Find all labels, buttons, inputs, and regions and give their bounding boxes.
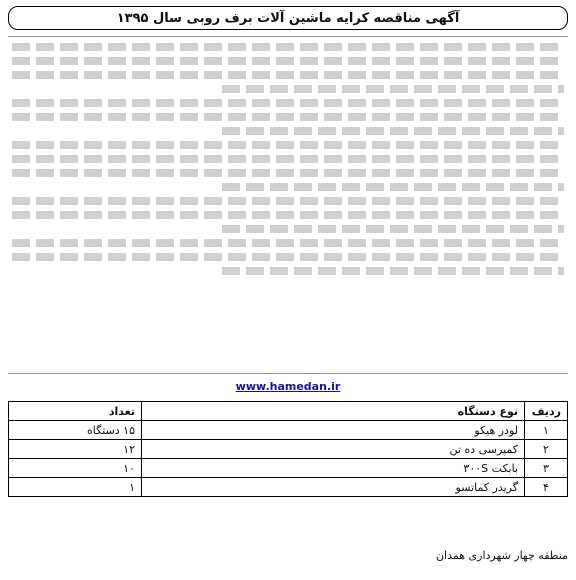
row-number: ۱ [525,421,568,440]
illegible-text-line [222,183,564,191]
tender-notice [8,6,568,566]
illegible-text-line [222,267,564,275]
illegible-text-line [12,155,564,163]
device-type: گریدر کماتسو [142,478,525,497]
illegible-text-line [12,239,564,247]
issuer-footer: منطقه چهار شهرداری همدان [435,549,568,562]
website-link[interactable]: www.hamedan.ir [235,380,341,393]
table-row [9,421,568,440]
illegible-text-line [12,71,564,79]
col-header-count: تعداد [9,402,142,421]
illegible-text-line [12,141,564,149]
notice-title: آگهی مناقصه کرایه ماشین آلات برف روبی سال ۱۳۹۵ [8,6,568,30]
row-number: ۳ [525,459,568,478]
device-type: بابکت ۳۰۰S [142,459,525,478]
illegible-text-line [12,113,564,121]
illegible-text-line [12,99,564,107]
table-row [9,440,568,459]
illegible-text-line [12,197,564,205]
device-count: ۱۵ دستگاه [9,421,142,440]
illegible-text-line [12,57,564,65]
table-row [9,478,568,497]
illegible-text-line [12,43,564,51]
row-number: ۴ [525,478,568,497]
illegible-text-line [12,211,564,219]
table-header-row [9,402,568,421]
device-count: ۱۲ [9,440,142,459]
device-type: کمپرسی ده تن [142,440,525,459]
notice-body-illegible [8,36,568,374]
device-count: ۱۰ [9,459,142,478]
illegible-text-line [222,85,564,93]
row-number: ۲ [525,440,568,459]
equipment-table [8,401,568,497]
website-row [8,380,568,393]
col-header-device-type: نوع دستگاه [142,402,525,421]
device-count: ۱ [9,478,142,497]
illegible-text-line [222,225,564,233]
illegible-text-line [12,253,564,261]
table-row [9,459,568,478]
illegible-text-line [222,127,564,135]
device-type: لودر هیکو [142,421,525,440]
illegible-text-line [12,169,564,177]
col-header-row-number: ردیف [525,402,568,421]
